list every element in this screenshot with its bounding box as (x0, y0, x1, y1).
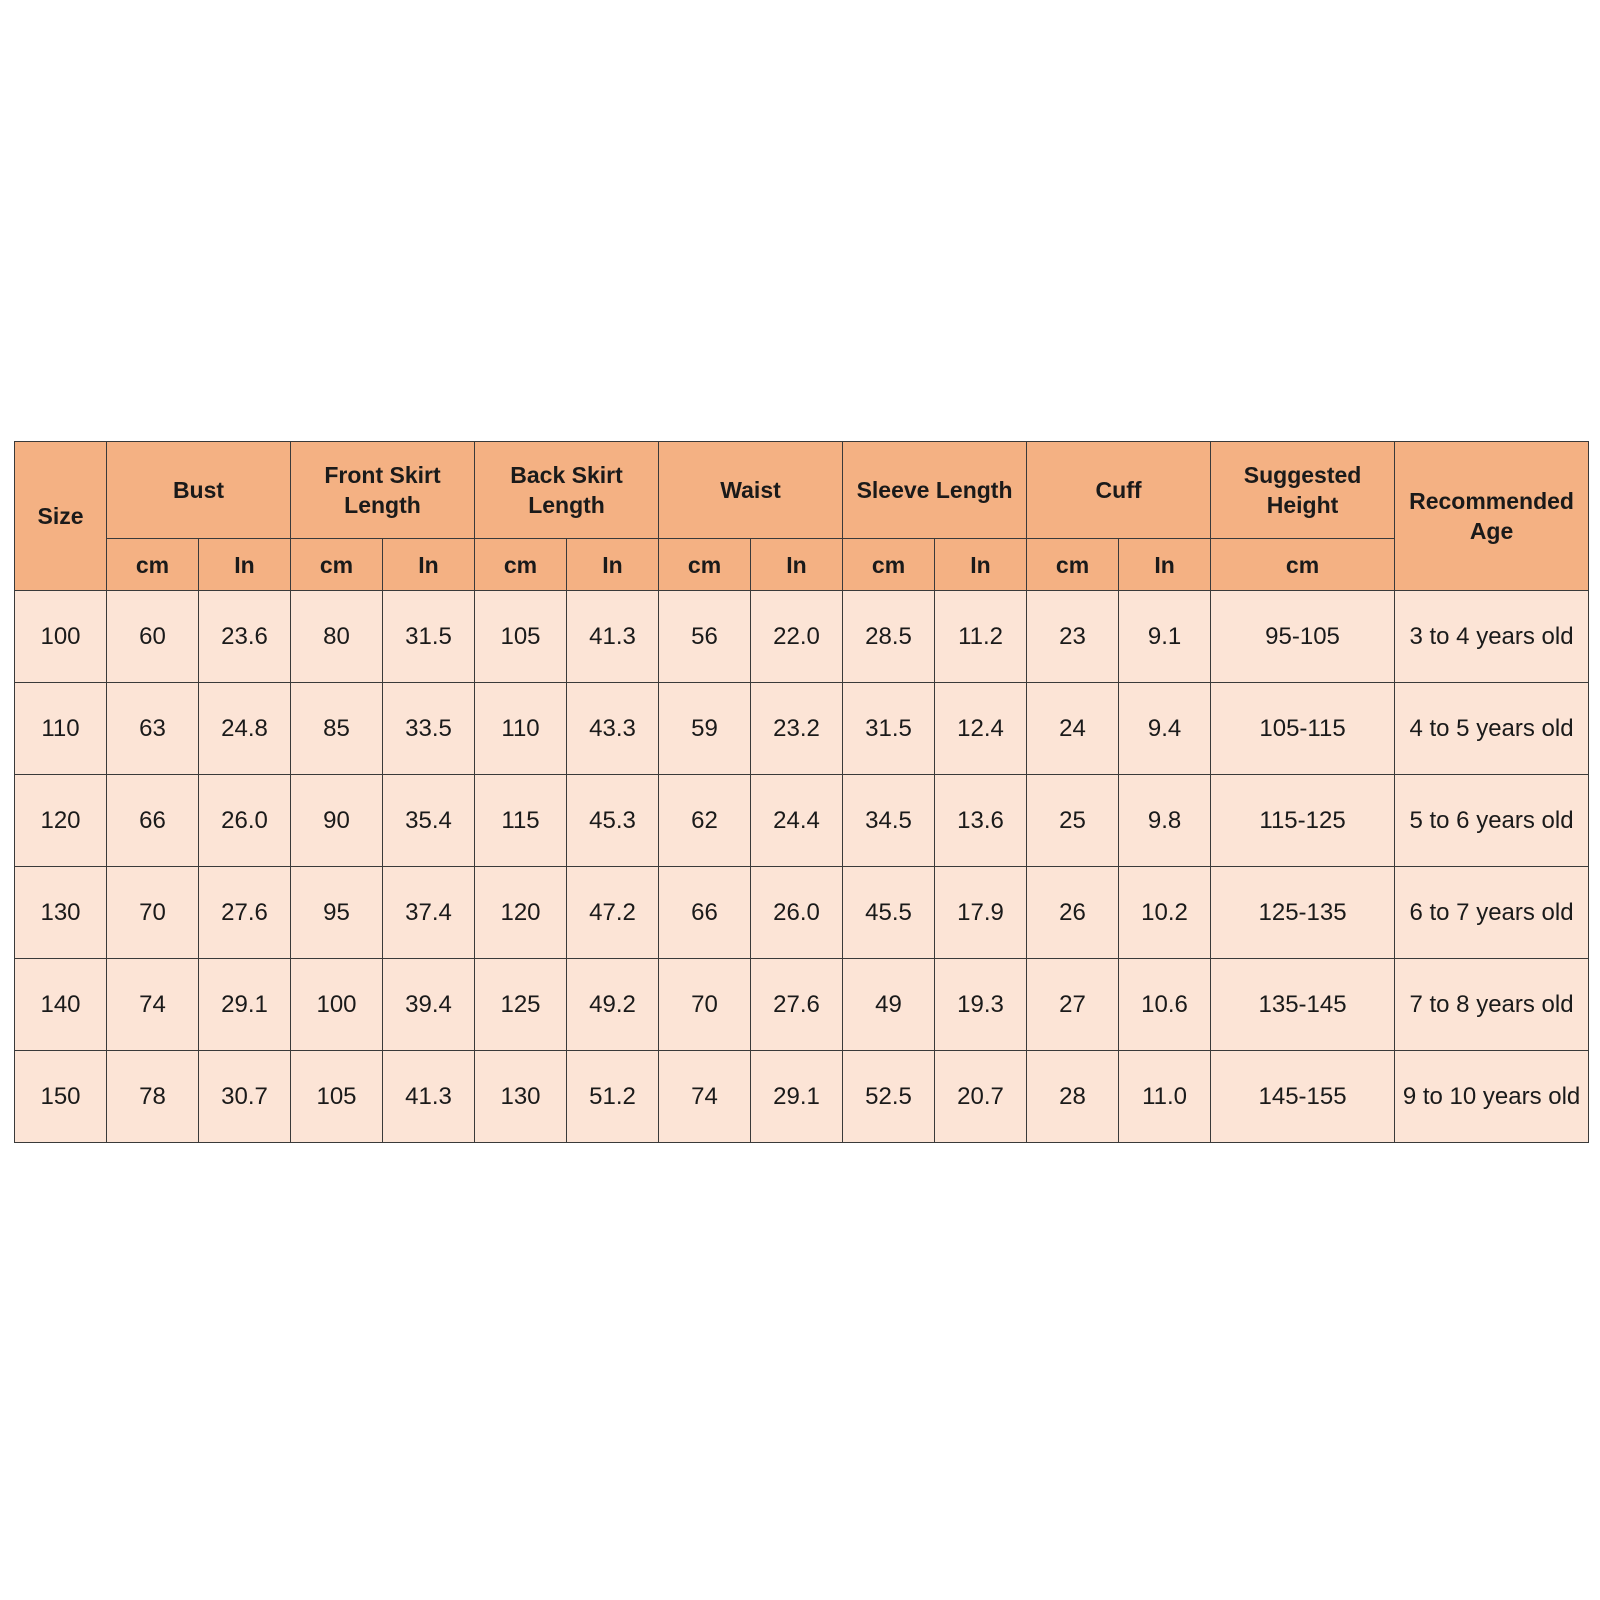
table-row (15, 775, 1589, 867)
bust-cm-cell: 63 (107, 683, 199, 775)
table-row (15, 683, 1589, 775)
size-cell: 150 (15, 1051, 107, 1143)
sleeve-cm-cell: 34.5 (843, 775, 935, 867)
unit-header: In (567, 539, 659, 591)
height-cm-cell: 105-115 (1211, 683, 1395, 775)
sleeve-in-cell: 13.6 (935, 775, 1027, 867)
height-cm-cell: 115-125 (1211, 775, 1395, 867)
cuff-cm-cell: 24 (1027, 683, 1119, 775)
sleeve-in-cell: 12.4 (935, 683, 1027, 775)
height-cm-cell: 95-105 (1211, 591, 1395, 683)
unit-header: cm (291, 539, 383, 591)
bust-cm-cell: 60 (107, 591, 199, 683)
height-cm-cell: 135-145 (1211, 959, 1395, 1051)
cuff-in-cell: 10.2 (1119, 867, 1211, 959)
sleeve-cm-cell: 52.5 (843, 1051, 935, 1143)
header-recommended-age: Recommended Age (1395, 442, 1589, 591)
waist-in-cell: 24.4 (751, 775, 843, 867)
age-cell: 3 to 4 years old (1395, 591, 1589, 683)
size-cell: 110 (15, 683, 107, 775)
table-row (15, 959, 1589, 1051)
header-sleeve-length: Sleeve Length (843, 442, 1027, 539)
age-cell: 9 to 10 years old (1395, 1051, 1589, 1143)
front-skirt-cm-cell: 80 (291, 591, 383, 683)
front-skirt-cm-cell: 90 (291, 775, 383, 867)
cuff-cm-cell: 27 (1027, 959, 1119, 1051)
table-row (15, 867, 1589, 959)
unit-header: cm (843, 539, 935, 591)
bust-in-cell: 24.8 (199, 683, 291, 775)
unit-header: cm (659, 539, 751, 591)
cuff-in-cell: 11.0 (1119, 1051, 1211, 1143)
age-cell: 7 to 8 years old (1395, 959, 1589, 1051)
sleeve-in-cell: 11.2 (935, 591, 1027, 683)
cuff-cm-cell: 25 (1027, 775, 1119, 867)
front-skirt-cm-cell: 100 (291, 959, 383, 1051)
back-skirt-cm-cell: 130 (475, 1051, 567, 1143)
bust-in-cell: 26.0 (199, 775, 291, 867)
unit-header: cm (1027, 539, 1119, 591)
waist-cm-cell: 59 (659, 683, 751, 775)
front-skirt-in-cell: 39.4 (383, 959, 475, 1051)
size-chart-table (14, 441, 1589, 1143)
table-body (15, 591, 1589, 1143)
bust-in-cell: 30.7 (199, 1051, 291, 1143)
bust-in-cell: 23.6 (199, 591, 291, 683)
header-unit-row (15, 539, 1589, 591)
bust-in-cell: 27.6 (199, 867, 291, 959)
sleeve-cm-cell: 45.5 (843, 867, 935, 959)
waist-cm-cell: 66 (659, 867, 751, 959)
size-cell: 130 (15, 867, 107, 959)
bust-in-cell: 29.1 (199, 959, 291, 1051)
waist-in-cell: 27.6 (751, 959, 843, 1051)
front-skirt-in-cell: 35.4 (383, 775, 475, 867)
front-skirt-cm-cell: 85 (291, 683, 383, 775)
cuff-cm-cell: 28 (1027, 1051, 1119, 1143)
height-cm-cell: 125-135 (1211, 867, 1395, 959)
front-skirt-in-cell: 31.5 (383, 591, 475, 683)
unit-header: In (935, 539, 1027, 591)
waist-cm-cell: 74 (659, 1051, 751, 1143)
cuff-in-cell: 9.1 (1119, 591, 1211, 683)
sleeve-cm-cell: 28.5 (843, 591, 935, 683)
header-size: Size (15, 442, 107, 591)
bust-cm-cell: 66 (107, 775, 199, 867)
table-row (15, 1051, 1589, 1143)
back-skirt-in-cell: 47.2 (567, 867, 659, 959)
waist-cm-cell: 62 (659, 775, 751, 867)
size-cell: 100 (15, 591, 107, 683)
waist-cm-cell: 56 (659, 591, 751, 683)
age-cell: 5 to 6 years old (1395, 775, 1589, 867)
back-skirt-in-cell: 43.3 (567, 683, 659, 775)
waist-cm-cell: 70 (659, 959, 751, 1051)
header-waist: Waist (659, 442, 843, 539)
unit-header: In (751, 539, 843, 591)
waist-in-cell: 26.0 (751, 867, 843, 959)
header-bust: Bust (107, 442, 291, 539)
height-cm-cell: 145-155 (1211, 1051, 1395, 1143)
bust-cm-cell: 74 (107, 959, 199, 1051)
size-cell: 140 (15, 959, 107, 1051)
unit-header: In (1119, 539, 1211, 591)
cuff-cm-cell: 26 (1027, 867, 1119, 959)
header-front-skirt-length: Front Skirt Length (291, 442, 475, 539)
back-skirt-cm-cell: 110 (475, 683, 567, 775)
sleeve-in-cell: 17.9 (935, 867, 1027, 959)
waist-in-cell: 29.1 (751, 1051, 843, 1143)
sleeve-cm-cell: 31.5 (843, 683, 935, 775)
back-skirt-in-cell: 51.2 (567, 1051, 659, 1143)
front-skirt-cm-cell: 95 (291, 867, 383, 959)
sleeve-cm-cell: 49 (843, 959, 935, 1051)
front-skirt-in-cell: 37.4 (383, 867, 475, 959)
unit-header: cm (1211, 539, 1395, 591)
cuff-in-cell: 9.8 (1119, 775, 1211, 867)
back-skirt-cm-cell: 105 (475, 591, 567, 683)
age-cell: 6 to 7 years old (1395, 867, 1589, 959)
unit-header: cm (107, 539, 199, 591)
unit-header: In (383, 539, 475, 591)
table-header (15, 442, 1589, 591)
cuff-in-cell: 9.4 (1119, 683, 1211, 775)
sleeve-in-cell: 19.3 (935, 959, 1027, 1051)
bust-cm-cell: 70 (107, 867, 199, 959)
cuff-cm-cell: 23 (1027, 591, 1119, 683)
back-skirt-cm-cell: 125 (475, 959, 567, 1051)
waist-in-cell: 22.0 (751, 591, 843, 683)
header-group-row (15, 442, 1589, 539)
header-cuff: Cuff (1027, 442, 1211, 539)
back-skirt-in-cell: 41.3 (567, 591, 659, 683)
back-skirt-cm-cell: 120 (475, 867, 567, 959)
header-suggested-height: Suggested Height (1211, 442, 1395, 539)
front-skirt-cm-cell: 105 (291, 1051, 383, 1143)
sleeve-in-cell: 20.7 (935, 1051, 1027, 1143)
back-skirt-cm-cell: 115 (475, 775, 567, 867)
cuff-in-cell: 10.6 (1119, 959, 1211, 1051)
unit-header: In (199, 539, 291, 591)
size-cell: 120 (15, 775, 107, 867)
unit-header: cm (475, 539, 567, 591)
back-skirt-in-cell: 45.3 (567, 775, 659, 867)
age-cell: 4 to 5 years old (1395, 683, 1589, 775)
waist-in-cell: 23.2 (751, 683, 843, 775)
front-skirt-in-cell: 33.5 (383, 683, 475, 775)
header-back-skirt-length: Back Skirt Length (475, 442, 659, 539)
table-row (15, 591, 1589, 683)
front-skirt-in-cell: 41.3 (383, 1051, 475, 1143)
back-skirt-in-cell: 49.2 (567, 959, 659, 1051)
bust-cm-cell: 78 (107, 1051, 199, 1143)
